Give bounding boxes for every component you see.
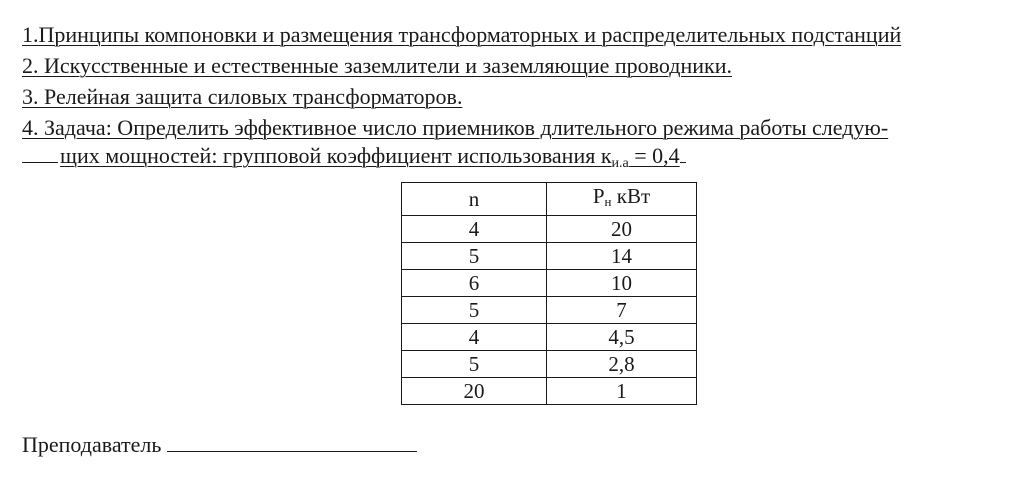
header-power-subscript: н [604,194,612,209]
question-4-text-line-2 [60,143,680,171]
table-row [402,216,697,243]
cell-power: 2,8 [547,351,697,378]
cell-n: 20 [402,378,547,405]
table-row [402,378,697,405]
tail-underline [680,162,686,163]
indent-underline [22,162,58,163]
question-4-line-2 [22,143,686,177]
signature-label: Преподаватель [22,432,162,457]
cell-power: 4,5 [547,324,697,351]
cell-power: 1 [547,378,697,405]
question-1-text: 1.Принципы компоновки и размещения трансформаторных и распределительных подстанций [22,22,902,47]
table-row [402,270,697,297]
cell-power: 10 [547,270,697,297]
question-4-text-line-2-start: щих мощностей: групповой коэффициент использования к [60,143,612,168]
cell-power: 14 [547,243,697,270]
header-power-unit: кВт [611,184,651,208]
question-2-text: 2. Искусственные и естественные заземлители и заземляющие проводники. [22,53,732,78]
signature-block [22,432,417,458]
header-power-symbol: P [592,184,605,208]
question-4-line-1 [22,115,888,141]
cell-n: 6 [402,270,547,297]
cell-n: 4 [402,216,547,243]
signature-line [167,451,417,452]
power-table [401,182,697,405]
question-4-text-line-1: 4. Задача: Определить эффективное число приемников длительного режима работы следую- [22,115,889,140]
table-header-row [402,183,697,216]
cell-n: 5 [402,297,547,324]
table-row [402,243,697,270]
cell-n: 5 [402,351,547,378]
header-n: n [402,183,547,216]
coefficient-value: = 0,4 [628,143,680,168]
header-power [547,183,697,216]
question-3-text: 3. Релейная защита силовых трансформаторов. [22,84,463,109]
cell-n: 5 [402,243,547,270]
question-1 [22,22,901,48]
table-row [402,297,697,324]
coefficient-subscript: и.а [611,156,629,171]
question-2 [22,53,732,79]
table-row [402,351,697,378]
question-3 [22,84,462,110]
cell-power: 20 [547,216,697,243]
table-row [402,324,697,351]
cell-n: 4 [402,324,547,351]
cell-power: 7 [547,297,697,324]
